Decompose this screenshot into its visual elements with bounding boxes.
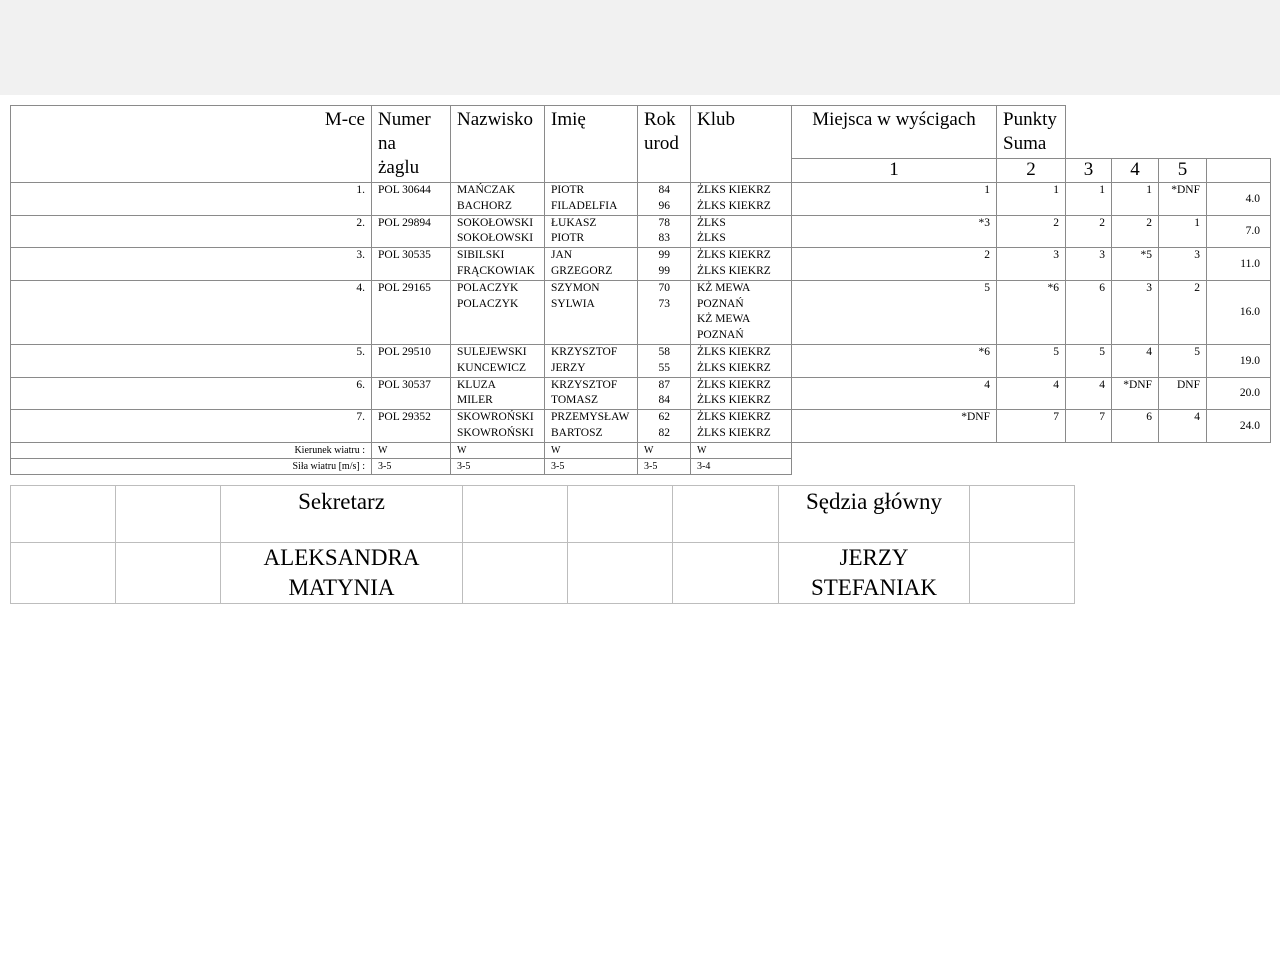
race-result-cell: 1: [1112, 183, 1159, 216]
race-result-cell: 7: [997, 410, 1066, 443]
race-result-cell: 2: [792, 248, 997, 281]
sail-number-cell: POL 29894: [372, 215, 451, 248]
judge-name: JERZY STEFANIAK: [779, 543, 970, 604]
surname-cell: SULEJEWSKI KUNCEWICZ: [451, 344, 545, 377]
points-sum-cell: 20.0: [1207, 377, 1271, 410]
table-row: [11, 377, 1271, 410]
header-miejsca: Miejsca w wyścigach: [792, 106, 997, 159]
wind-value-cell: W: [545, 442, 638, 458]
race-result-cell: 5: [997, 344, 1066, 377]
wind-value-cell: 3-5: [545, 458, 638, 474]
signature-name-row: [11, 543, 1075, 604]
club-cell: ŻLKS KIEKRZ ŻLKS KIEKRZ: [691, 248, 792, 281]
race-result-cell: 3: [1066, 248, 1112, 281]
wind-value-cell: 3-4: [691, 458, 792, 474]
race-result-cell: 1: [1066, 183, 1112, 216]
secretary-label: Sekretarz: [221, 486, 463, 543]
name-cell: JAN GRZEGORZ: [545, 248, 638, 281]
race-result-cell: 3: [1159, 248, 1207, 281]
sail-number-cell: POL 30644: [372, 183, 451, 216]
surname-cell: POLACZYK POLACZYK: [451, 280, 545, 344]
table-row: [11, 410, 1271, 443]
wind-value-cell: 3-5: [638, 458, 691, 474]
place-cell: 7.: [11, 410, 372, 443]
header-mce: M-ce: [11, 106, 372, 183]
wind-direction-row: [11, 442, 1271, 458]
race-number-2: 2: [997, 159, 1066, 183]
place-cell: 1.: [11, 183, 372, 216]
name-cell: KRZYSZTOF JERZY: [545, 344, 638, 377]
race-number-1: 1: [792, 159, 997, 183]
wind-value-cell: W: [691, 442, 792, 458]
place-cell: 5.: [11, 344, 372, 377]
header-blank: [1066, 106, 1271, 159]
sail-number-cell: POL 30537: [372, 377, 451, 410]
race-result-cell: 6: [1066, 280, 1112, 344]
header-punkty: Punkty Suma: [997, 106, 1066, 159]
wind-label: Kierunek wiatru :: [11, 442, 372, 458]
surname-cell: MAŃCZAK BACHORZ: [451, 183, 545, 216]
birth-year-cell: 87 84: [638, 377, 691, 410]
race-result-cell: 3: [1112, 280, 1159, 344]
wind-value-cell: W: [638, 442, 691, 458]
sail-number-cell: POL 29510: [372, 344, 451, 377]
race-result-cell: *6: [997, 280, 1066, 344]
judge-label: Sędzia główny: [779, 486, 970, 543]
points-sum-cell: 7.0: [1207, 215, 1271, 248]
signatures-table: [10, 485, 1075, 604]
points-sum-cell: 4.0: [1207, 183, 1271, 216]
sail-number-cell: POL 30535: [372, 248, 451, 281]
place-cell: 4.: [11, 280, 372, 344]
race-result-cell: DNF: [1159, 377, 1207, 410]
race-result-cell: 5: [1066, 344, 1112, 377]
name-cell: SZYMON SYLWIA: [545, 280, 638, 344]
race-result-cell: 6: [1112, 410, 1159, 443]
name-cell: KRZYSZTOF TOMASZ: [545, 377, 638, 410]
birth-year-cell: 78 83: [638, 215, 691, 248]
points-sum-cell: 19.0: [1207, 344, 1271, 377]
signature-label-row: [11, 486, 1075, 543]
race-result-cell: 5: [1159, 344, 1207, 377]
wind-label: Siła wiatru [m/s] :: [11, 458, 372, 474]
birth-year-cell: 62 82: [638, 410, 691, 443]
race-result-cell: *3: [792, 215, 997, 248]
race-result-cell: 7: [1066, 410, 1112, 443]
race-result-cell: 1: [1159, 215, 1207, 248]
birth-year-cell: 58 55: [638, 344, 691, 377]
name-cell: PIOTR FILADELFIA: [545, 183, 638, 216]
club-cell: ŻLKS KIEKRZ ŻLKS KIEKRZ: [691, 183, 792, 216]
points-sum-cell: 16.0: [1207, 280, 1271, 344]
race-result-cell: 4: [792, 377, 997, 410]
points-sum-cell: 24.0: [1207, 410, 1271, 443]
race-result-cell: 1: [997, 183, 1066, 216]
race-result-cell: 3: [997, 248, 1066, 281]
header-row: [11, 106, 1271, 159]
place-cell: 3.: [11, 248, 372, 281]
table-row: [11, 344, 1271, 377]
birth-year-cell: 99 99: [638, 248, 691, 281]
club-cell: ŻLKS KIEKRZ ŻLKS KIEKRZ: [691, 344, 792, 377]
race-result-cell: *DNF: [1159, 183, 1207, 216]
race-number-4: 4: [1112, 159, 1159, 183]
wind-value-cell: 3-5: [451, 458, 545, 474]
birth-year-cell: 70 73: [638, 280, 691, 344]
header-klub: Klub: [691, 106, 792, 183]
surname-cell: SKOWROŃSKI SKOWROŃSKI: [451, 410, 545, 443]
race-result-cell: 1: [792, 183, 997, 216]
points-sum-cell: 11.0: [1207, 248, 1271, 281]
header-numer: Numer na żaglu: [372, 106, 451, 183]
race-result-cell: 5: [792, 280, 997, 344]
sail-number-cell: POL 29352: [372, 410, 451, 443]
race-result-cell: 2: [1159, 280, 1207, 344]
club-cell: ŻLKS ŻLKS: [691, 215, 792, 248]
club-cell: ŻLKS KIEKRZ ŻLKS KIEKRZ: [691, 377, 792, 410]
place-cell: 6.: [11, 377, 372, 410]
birth-year-cell: 84 96: [638, 183, 691, 216]
surname-cell: KLUZA MILER: [451, 377, 545, 410]
race-number-5: 5: [1159, 159, 1207, 183]
race-result-cell: *6: [792, 344, 997, 377]
race-result-cell: *5: [1112, 248, 1159, 281]
results-table: [10, 105, 1271, 475]
surname-cell: SIBILSKI FRĄCKOWIAK: [451, 248, 545, 281]
race-result-cell: 4: [1066, 377, 1112, 410]
table-row: [11, 280, 1271, 344]
header-nazwisko: Nazwisko: [451, 106, 545, 183]
table-row: [11, 215, 1271, 248]
race-result-cell: *DNF: [1112, 377, 1159, 410]
secretary-name: ALEKSANDRA MATYNIA: [221, 543, 463, 604]
race-result-cell: 4: [1159, 410, 1207, 443]
race-result-cell: *DNF: [792, 410, 997, 443]
race-result-cell: 2: [997, 215, 1066, 248]
surname-cell: SOKOŁOWSKI SOKOŁOWSKI: [451, 215, 545, 248]
name-cell: ŁUKASZ PIOTR: [545, 215, 638, 248]
header-rok: Rok urod: [638, 106, 691, 183]
wind-value-cell: W: [451, 442, 545, 458]
race-number-3: 3: [1066, 159, 1112, 183]
race-result-cell: 4: [997, 377, 1066, 410]
wind-strength-row: [11, 458, 1271, 474]
club-cell: KŻ MEWA POZNAŃ KŻ MEWA POZNAŃ: [691, 280, 792, 344]
race-result-cell: 4: [1112, 344, 1159, 377]
club-cell: ŻLKS KIEKRZ ŻLKS KIEKRZ: [691, 410, 792, 443]
table-row: [11, 248, 1271, 281]
sum-header-blank: [1207, 159, 1271, 183]
table-row: [11, 183, 1271, 216]
sail-number-cell: POL 29165: [372, 280, 451, 344]
race-result-cell: 2: [1066, 215, 1112, 248]
wind-value-cell: W: [372, 442, 451, 458]
name-cell: PRZEMYSŁAW BARTOSZ: [545, 410, 638, 443]
wind-value-cell: 3-5: [372, 458, 451, 474]
race-result-cell: 2: [1112, 215, 1159, 248]
place-cell: 2.: [11, 215, 372, 248]
header-imie: Imię: [545, 106, 638, 183]
page-top-bar: [0, 0, 1280, 95]
